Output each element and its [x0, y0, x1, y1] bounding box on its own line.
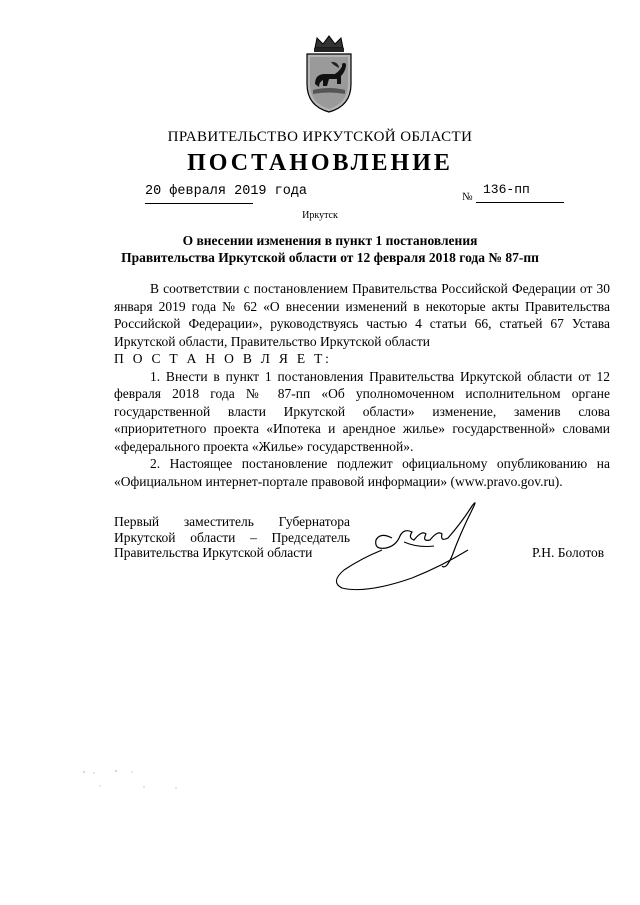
- number-underline: [476, 202, 564, 203]
- signer-position-line-3: Правительства Иркутской области: [114, 545, 313, 560]
- handwritten-signature-icon: [322, 494, 492, 602]
- document-date: 20 февраля 2019 года: [145, 184, 308, 199]
- document-title: [100, 232, 560, 266]
- item-2-paragraph: 2. Настоящее постановление подлежит официальному опубликованию на «Официальном интернет-портале правовой информации» (www.pravo.gov.ru).: [114, 456, 610, 489]
- signer-name: Р.Н. Болотов: [532, 545, 605, 560]
- date-underline: [145, 203, 253, 204]
- coat-of-arms-icon: [301, 34, 357, 114]
- document-type: ПОСТАНОВЛЕНИЕ: [187, 150, 453, 176]
- scan-noise: [80, 762, 200, 792]
- resolves-heading: П О С Т А Н О В Л Я Е Т:: [114, 351, 332, 366]
- title-line-1: О внесении изменения в пункт 1 постановления: [182, 233, 478, 248]
- signer-position: [114, 514, 350, 561]
- document-city: Иркутск: [302, 210, 338, 221]
- number-sign: №: [462, 191, 473, 203]
- document-body: [114, 280, 610, 490]
- document-number: 136-пп: [483, 182, 530, 197]
- signer-position-line-2: Иркутской области – Председатель: [114, 529, 350, 545]
- title-line-2: Правительства Иркутской области от 12 февраля 2018 года № 87-пп: [121, 250, 539, 265]
- signer-position-line-1: Первый заместитель Губернатора: [114, 514, 350, 529]
- item-1-paragraph: 1. Внести в пункт 1 постановления Правительства Иркутской области от 12 февраля 2018 года № 87-пп «Об уполномоченном исполнительном органе государственной власти Иркутской области» изменение, заменив слова «приоритетного проекта «Ипотека и арендное жилье» государственной» словами «федерального проекта «Жилье» государственной».: [114, 368, 610, 454]
- government-name: ПРАВИТЕЛЬСТВО ИРКУТСКОЙ ОБЛАСТИ: [167, 129, 473, 145]
- preamble-paragraph: В соответствии с постановлением Правительства Российской Федерации от 30 января 2019 года № 62 «О внесении изменений в некоторые акты Правительства Российской Федерации», руководствуясь частью 4 статьи 66, статьей 67 Устава Иркутской области, Правительство Иркутской области: [114, 281, 610, 349]
